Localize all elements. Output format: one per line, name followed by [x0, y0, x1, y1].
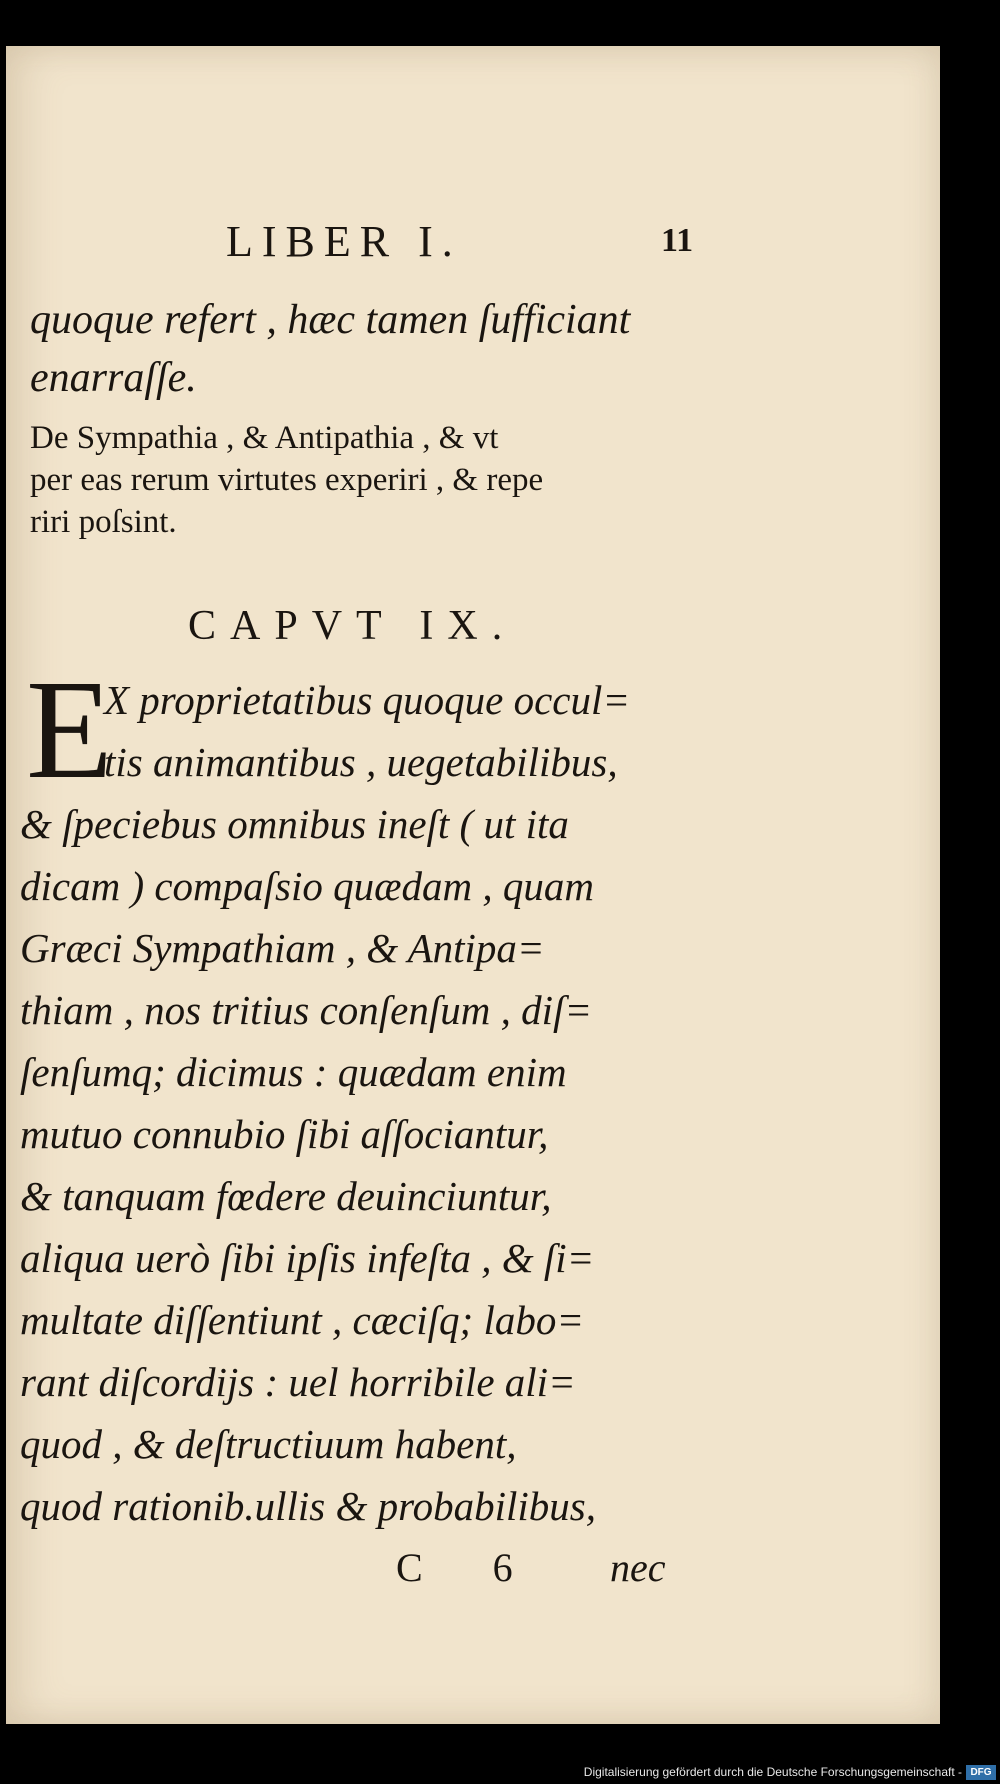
text-line: thiam , nos tritius conſenſum , diſ= — [20, 987, 593, 1033]
digitization-credit — [0, 1762, 1000, 1784]
text-line: X proprietatibus quoque occul= — [104, 677, 631, 723]
dfg-logo: DFG — [966, 1765, 996, 1780]
heading-line: per eas rerum virtutes experiri , & repe — [30, 462, 544, 498]
text-line: rant diſcordijs : uel horribile ali= — [20, 1359, 576, 1405]
text-line: mutuo connubio ſibi aſſociantur, — [20, 1111, 549, 1157]
text-line: aliqua uerò ſibi ipſis infeſta , & ſi= — [20, 1235, 595, 1281]
text-line: ſenſumq; dicimus : quædam enim — [20, 1049, 567, 1095]
text-line: & tanquam fœdere deuinciuntur, — [20, 1173, 552, 1219]
catchline — [6, 1544, 940, 1604]
text-line: & ſpeciebus omnibus ineſt ( ut ita — [20, 801, 569, 847]
running-head-title: LIBER I. — [226, 217, 462, 266]
heading-line: De Sympathia , & Antipathia , & vt — [30, 420, 499, 456]
text-line: dicam ) compaſsio quædam , quam — [20, 863, 594, 909]
text-line: multate diſſentiunt , cæciſq; labo= — [20, 1297, 585, 1343]
text-line: quod , & deſtructiuum habent, — [20, 1421, 517, 1467]
book-page — [6, 46, 940, 1724]
chapter-title: CAPVT IX. — [188, 603, 517, 649]
text-line: quoque refert , hæc tamen ſufficiant — [30, 297, 631, 343]
text-line: quod rationib.ullis & probabilibus, — [20, 1483, 596, 1529]
credit-text: Digitalisierung gefördert durch die Deutsche Forschungsgemeinschaft - — [583, 1765, 962, 1779]
page-number: 11 — [661, 222, 694, 259]
signature-mark: C 6 — [396, 1545, 543, 1590]
text-line: tis animantibus , uegetabilibus, — [104, 739, 618, 785]
text-line: Græci Sympathiam , & Antipa= — [20, 925, 545, 971]
text-line: enarraſſe. — [30, 355, 197, 401]
heading-line: riri poſsint. — [30, 504, 177, 540]
catchword: nec — [610, 1545, 666, 1590]
drop-cap-initial: E — [26, 650, 113, 808]
